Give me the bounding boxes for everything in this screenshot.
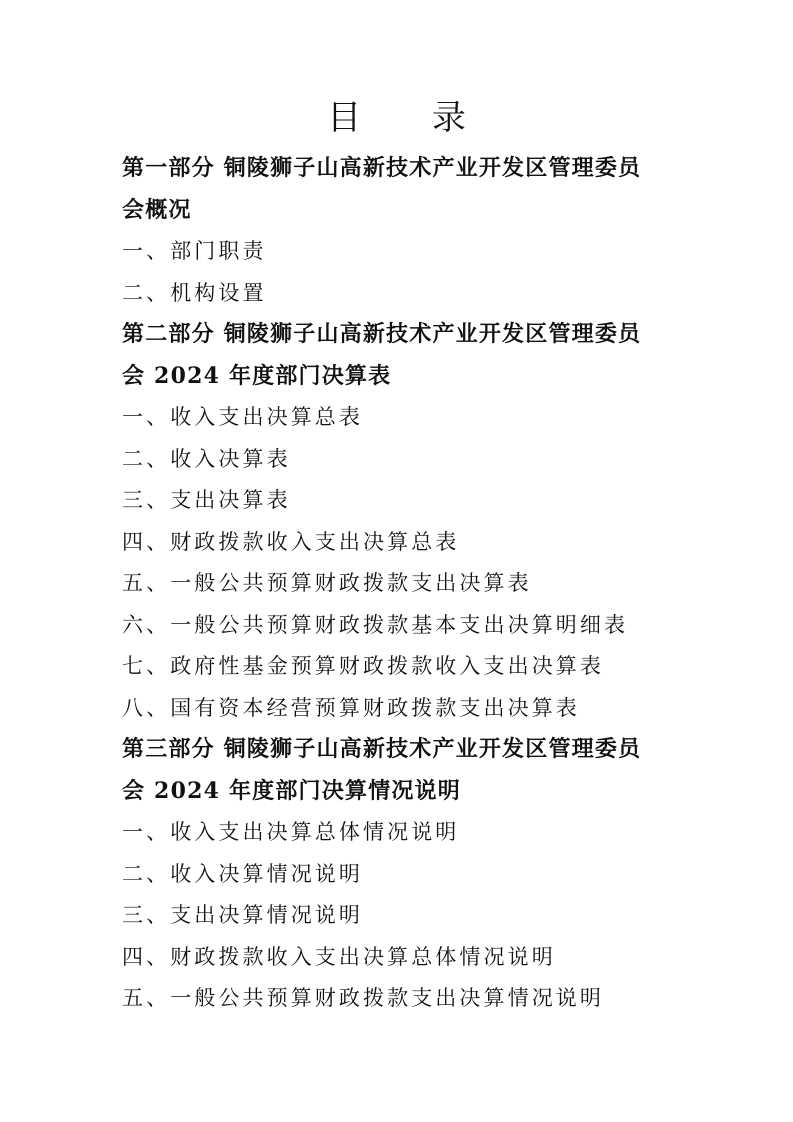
toc-item: 六、一般公共预算财政拨款基本支出决算明细表 (122, 612, 629, 637)
toc-item: 七、政府性基金预算财政拨款收入支出决算表 (122, 654, 604, 678)
toc-item: 二、收入决算情况说明 (122, 861, 363, 886)
toc-section-2-line-2: 会 2024 年度部门决算表 (122, 362, 392, 389)
toc-item: 一、收入支出决算总体情况说明 (122, 820, 460, 844)
toc-section-1-line-1: 第一部分 铜陵狮子山高新技术产业开发区管理委员 (122, 155, 642, 181)
toc-item: 一、收入支出决算总表 (122, 405, 363, 429)
toc-section-2-line-1: 第二部分 铜陵狮子山高新技术产业开发区管理委员 (122, 321, 642, 347)
table-of-contents (122, 148, 682, 1020)
toc-section-3-line-1: 第三部分 铜陵狮子山高新技术产业开发区管理委员 (122, 736, 642, 762)
toc-item: 一、部门职责 (122, 239, 267, 263)
toc-item: 二、收入决算表 (122, 446, 291, 471)
page-title: 目 录 (327, 98, 496, 138)
toc-item: 五、一般公共预算财政拨款支出决算情况说明 (122, 986, 604, 1010)
toc-item: 五、一般公共预算财政拨款支出决算表 (122, 571, 532, 595)
toc-item: 四、财政拨款收入支出决算总体情况说明 (122, 944, 556, 969)
toc-item: 三、支出决算表 (122, 488, 291, 512)
toc-item: 八、国有资本经营预算财政拨款支出决算表 (122, 695, 580, 720)
toc-item: 二、机构设置 (122, 280, 267, 305)
toc-section-1-line-2: 会概况 (122, 196, 192, 223)
toc-item: 四、财政拨款收入支出决算总表 (122, 529, 460, 554)
toc-item: 三、支出决算情况说明 (122, 903, 363, 927)
toc-section-3-line-2: 会 2024 年度部门决算情况说明 (122, 777, 461, 804)
